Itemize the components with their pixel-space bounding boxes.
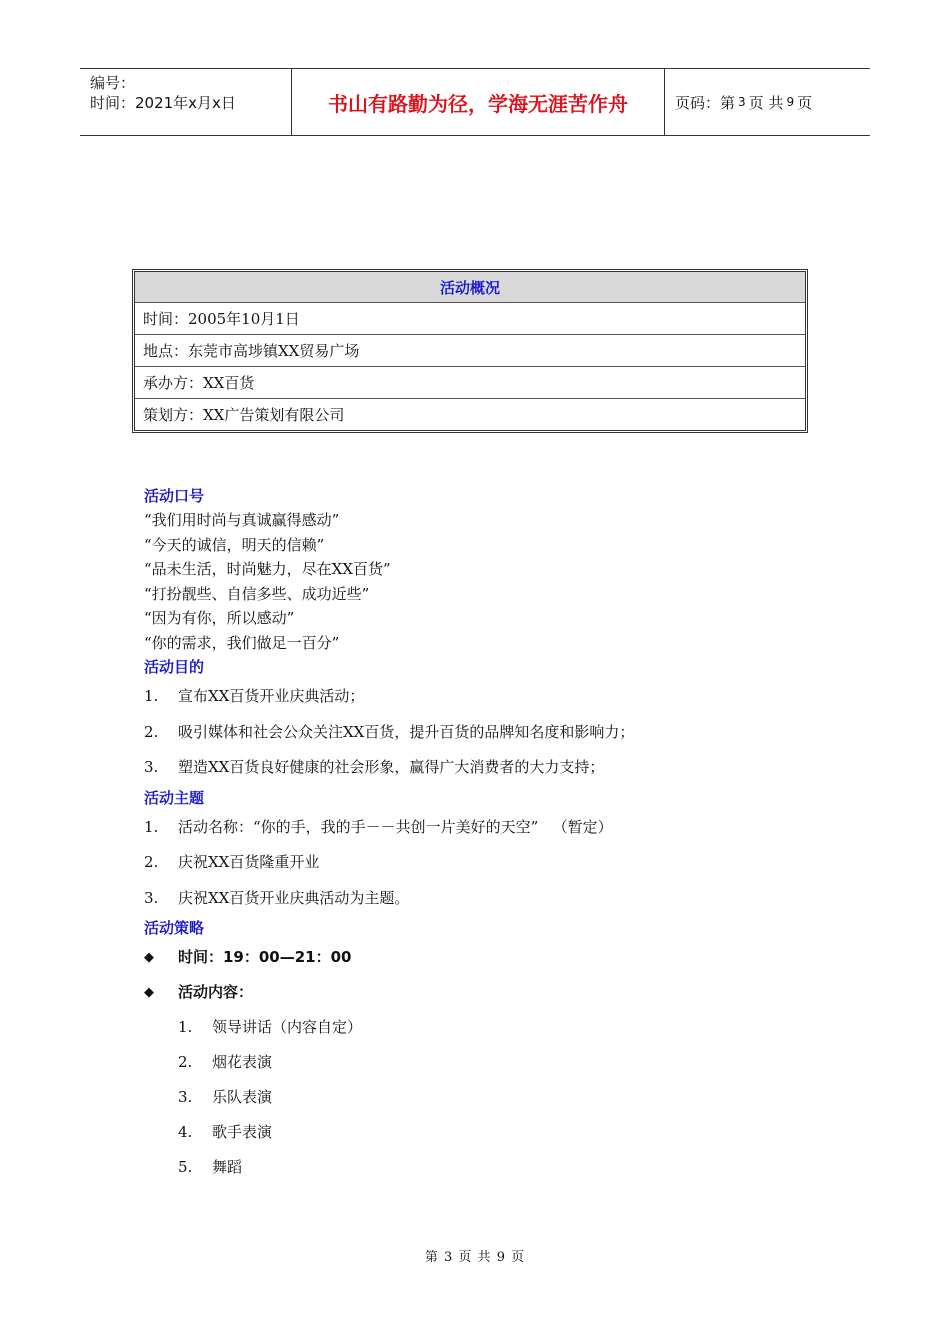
strategy-item [144,1150,844,1185]
item-number: 5. [178,1158,193,1176]
item-text: 舞蹈 [212,1158,243,1176]
item-number: 3. [144,888,159,907]
slogan-line: “因为有你，所以感动” [144,609,295,627]
item-number: 1. [144,817,159,836]
doc-time-label: 时间：2021年x月x日 [90,94,236,112]
page-mid: 页 共 [748,93,784,112]
theme-heading: 活动主题 [144,788,205,807]
theme-item [144,810,844,846]
strategy-heading: 活动策略 [144,919,205,937]
slogan-line: “今天的诚信，明天的信赖” [144,535,325,554]
doc-code-label: 编号： [90,74,136,92]
purpose-heading: 活动目的 [144,658,205,676]
item-number: 2. [144,722,159,741]
page-prefix: 页码：第 [675,93,736,112]
item-number: 2. [178,1053,193,1071]
diamond-bullet-icon: ◆ [144,950,154,965]
item-text: 活动名称：“你的手，我的手－－共创一片美好的天空” （暂定） [178,817,613,836]
page-suffix: 页 [797,93,813,112]
purpose-item [144,715,844,751]
item-text: 烟花表演 [212,1053,273,1071]
item-number: 3. [178,1088,193,1106]
overview-row-planner: 策划方：XX广告策划有限公司 [135,398,805,430]
diamond-bullet-icon: ◆ [144,985,154,1000]
overview-row-time: 时间：2005年10月1日 [135,302,805,334]
overview-table [132,269,808,433]
document-body [144,484,844,1185]
item-number: 3. [144,758,159,776]
overview-title: 活动概况 [135,272,805,302]
item-text: 宣布XX百货开业庆典活动； [178,687,365,705]
item-text: 吸引媒体和社会公众关注XX百货，提升百货的品牌知名度和影响力； [178,722,635,741]
item-number: 1. [144,687,159,705]
strategy-time: 时间：19：00—21：00 [178,948,352,966]
item-text: 庆祝XX百货隆重开业 [178,853,320,871]
slogan-line: “我们用时尚与真诚赢得感动” [144,511,340,529]
overview-row-location: 地点：东莞市高埗镇XX贸易广场 [135,334,805,366]
item-number: 2. [144,853,159,871]
strategy-item [144,1010,844,1045]
purpose-item [144,750,844,786]
slogan-line: “打扮靓些、自信多些、成功近些” [144,584,370,603]
item-text: 庆祝XX百货开业庆典活动为主题。 [178,888,410,907]
header-meta [80,69,292,135]
purpose-item [144,679,844,715]
page-total: 9 [786,95,795,109]
slogan-line: “你的需求，我们做足一百分” [144,633,340,652]
item-text: 乐队表演 [212,1088,273,1106]
strategy-item [144,1080,844,1115]
strategy-item [144,1115,844,1150]
page-header [80,68,870,136]
theme-item [144,881,844,917]
overview-row-organizer: 承办方：XX百货 [135,366,805,398]
item-text: 塑造XX百货良好健康的社会形象，赢得广大消费者的大力支持； [178,758,605,776]
slogan-line: “品未生活，时尚魅力，尽在XX百货” [144,560,391,578]
item-number: 4. [178,1123,193,1141]
header-motto: 书山有路勤为径，学海无涯苦作舟 [292,69,665,135]
page-current: 3 [738,95,746,109]
strategy-item [144,1045,844,1080]
item-text: 歌手表演 [212,1123,273,1141]
header-page-info [665,69,870,135]
item-number: 1. [178,1018,193,1036]
slogan-heading: 活动口号 [144,487,205,505]
page-footer: 第 3 页 共 9 页 [424,1250,526,1265]
item-text: 领导讲话（内容自定） [212,1018,363,1036]
strategy-content-bullet [144,975,844,1010]
strategy-time-bullet [144,940,844,975]
strategy-content-label: 活动内容： [178,983,254,1001]
theme-item [144,845,844,881]
